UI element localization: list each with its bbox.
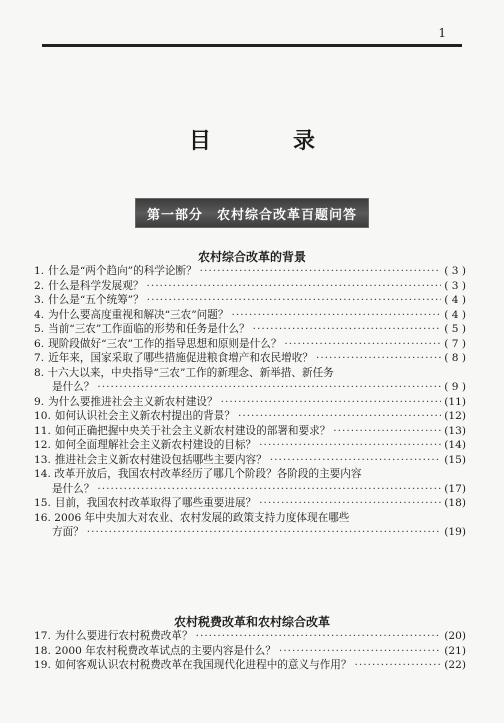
toc-entry: [34, 629, 466, 644]
dot-leader: [259, 496, 441, 511]
dot-leader: [97, 482, 441, 497]
toc-entry-title: 目前，我国农村改革取得了哪些重要进展？: [54, 497, 257, 509]
part-banner: 第一部分 农村综合改革百题问答: [135, 198, 369, 228]
toc-entry-title: 什么是“五个统筹”？: [48, 294, 144, 306]
toc-entry: [34, 644, 466, 659]
toc-entry-page: (15): [444, 453, 466, 466]
toc-entry-number: 15.: [34, 497, 51, 509]
dot-leader: [253, 322, 442, 337]
toc-entry-line: [34, 511, 466, 526]
section-heading-tax-reform: 农村税费改革和农村综合改革: [173, 615, 330, 629]
toc-entry-title: 2006 年中央加大对农业、农村发展的政策支持力度体现在哪些: [54, 511, 350, 524]
dot-leader: [97, 380, 441, 395]
toc-entry-page: ( 3 ): [444, 279, 466, 292]
toc-entry-title: 如何全面理解社会主义新农村建设的目标？: [54, 439, 257, 451]
toc-entry-page: (14): [444, 439, 466, 451]
toc-entry-number: 14.: [34, 468, 51, 480]
toc-entry-title-continued: 是什么？: [52, 482, 95, 495]
toc-list-tax-reform: [34, 629, 466, 673]
toc-entry-title: 为什么要推进社会主义新农村建设？: [48, 395, 218, 408]
toc-entry-title: 如何认识社会主义新农村提出的背景？: [54, 410, 235, 422]
dot-leader: [200, 264, 442, 279]
dot-leader: [87, 525, 441, 540]
toc-entry-page: ( 5 ): [444, 323, 466, 335]
toc-entry-page: (19): [444, 526, 466, 538]
toc-entry-number: 8.: [34, 366, 45, 379]
dot-leader: [238, 409, 441, 424]
page-title: 目 录: [188, 128, 345, 154]
toc-entry-title: 如何正确把握中央关于社会主义新农村建设的部署和要求？: [54, 424, 331, 437]
toc-entry: [34, 337, 466, 352]
toc-entry-page: ( 3 ): [444, 265, 466, 277]
toc-entry-page: ( 4 ): [444, 308, 466, 321]
toc-entry-title: 什么是科学发展观？: [48, 279, 144, 292]
page-number: 1: [438, 26, 446, 40]
toc-entry-page: (12): [444, 410, 466, 422]
toc-entry-title: 十六大以来，中央指导“三农”工作的新理念、新举措、新任务: [47, 366, 334, 379]
toc-entry-number: 5.: [34, 323, 45, 335]
toc-entry: [34, 351, 466, 366]
dot-leader: [231, 308, 441, 323]
dot-leader: [196, 629, 442, 644]
toc-entry-line: [34, 366, 466, 381]
toc-entry-number: 1.: [34, 265, 45, 277]
toc-entry-number: 7.: [34, 352, 45, 364]
toc-entry: [34, 496, 466, 511]
toc-entry-page: (22): [444, 659, 466, 671]
toc-list-background: [34, 264, 466, 540]
toc-entry-title: 现阶段做好“三农”工作的指导思想和原则是什么？: [48, 337, 282, 350]
toc-entry: [34, 293, 466, 308]
toc-entry-number: 2.: [34, 279, 45, 292]
toc-entry-number: 9.: [34, 395, 45, 408]
toc-entry-title: 为什么要进行农村税费改革？: [54, 630, 193, 642]
dot-leader: [270, 453, 442, 468]
header-rule: [42, 44, 462, 47]
toc-entry-number: 16.: [34, 511, 51, 524]
toc-entry-title: 为什么要高度重视和解决“三农”问题？: [48, 308, 229, 321]
section-heading-background: 农村综合改革的背景: [197, 250, 306, 264]
toc-entry: [34, 380, 466, 395]
toc-entry-page: (21): [444, 644, 466, 657]
dot-leader: [146, 279, 441, 294]
toc-entry-number: 18.: [34, 644, 51, 657]
dot-leader: [259, 438, 441, 453]
toc-entry-page: (11): [444, 395, 466, 408]
toc-entry-title: 如何客观认识农村税费改革在我国现代化进程中的意义与作用？: [54, 659, 352, 671]
toc-entry-page: (17): [444, 482, 466, 495]
dot-leader: [284, 337, 441, 352]
toc-entry: [34, 658, 466, 673]
toc-entry: [34, 453, 466, 468]
toc-entry: [34, 482, 466, 497]
toc-entry: [34, 525, 466, 540]
toc-entry-page: ( 7 ): [444, 337, 466, 350]
toc-entry-page: (20): [444, 630, 466, 642]
toc-entry: [34, 264, 466, 279]
toc-entry-number: 10.: [34, 410, 51, 422]
dot-leader: [147, 293, 442, 308]
toc-entry: [34, 409, 466, 424]
toc-entry-title: 当前“三农”工作面临的形势和任务是什么？: [48, 323, 250, 335]
toc-entry-page: ( 4 ): [444, 294, 466, 306]
dot-leader: [354, 658, 441, 673]
toc-entry-title-continued: 方面？: [52, 526, 84, 538]
toc-entry: [34, 308, 466, 323]
toc-entry-number: 11.: [34, 424, 51, 437]
toc-entry-number: 19.: [34, 659, 51, 671]
toc-entry: [34, 395, 466, 410]
dot-leader: [316, 351, 441, 366]
toc-entry-number: 13.: [34, 453, 51, 466]
toc-entry: [34, 438, 466, 453]
toc-entry-page: ( 9 ): [444, 381, 466, 393]
toc-entry: [34, 322, 466, 337]
toc-entry-title: 什么是“两个趋向”的科学论断？: [48, 265, 197, 277]
toc-entry: [34, 279, 466, 294]
toc-entry-page: (18): [444, 497, 466, 509]
toc-entry-line: [34, 467, 466, 482]
dot-leader: [333, 424, 441, 439]
toc-entry-number: 3.: [34, 294, 45, 306]
toc-entry-title-continued: 是什么？: [52, 381, 95, 393]
toc-entry-title: 2000 年农村税费改革试点的主要内容是什么？: [54, 644, 276, 657]
dot-leader: [221, 395, 442, 410]
dot-leader: [279, 644, 441, 659]
toc-entry-number: 4.: [34, 308, 45, 321]
toc-entry-page: (13): [444, 424, 466, 437]
toc-entry-title: 推进社会主义新农村建设包括哪些主要内容？: [54, 453, 267, 466]
toc-entry: [34, 424, 466, 439]
toc-entry-page: ( 8 ): [444, 352, 466, 364]
toc-entry-number: 12.: [34, 439, 51, 451]
toc-entry-number: 6.: [34, 337, 45, 350]
toc-entry-title: 近年来，国家采取了哪些措施促进粮食增产和农民增收？: [48, 352, 313, 364]
toc-entry-title: 改革开放后，我国农村改革经历了哪几个阶段？各阶段的主要内容: [54, 468, 362, 480]
toc-entry-number: 17.: [34, 630, 51, 642]
